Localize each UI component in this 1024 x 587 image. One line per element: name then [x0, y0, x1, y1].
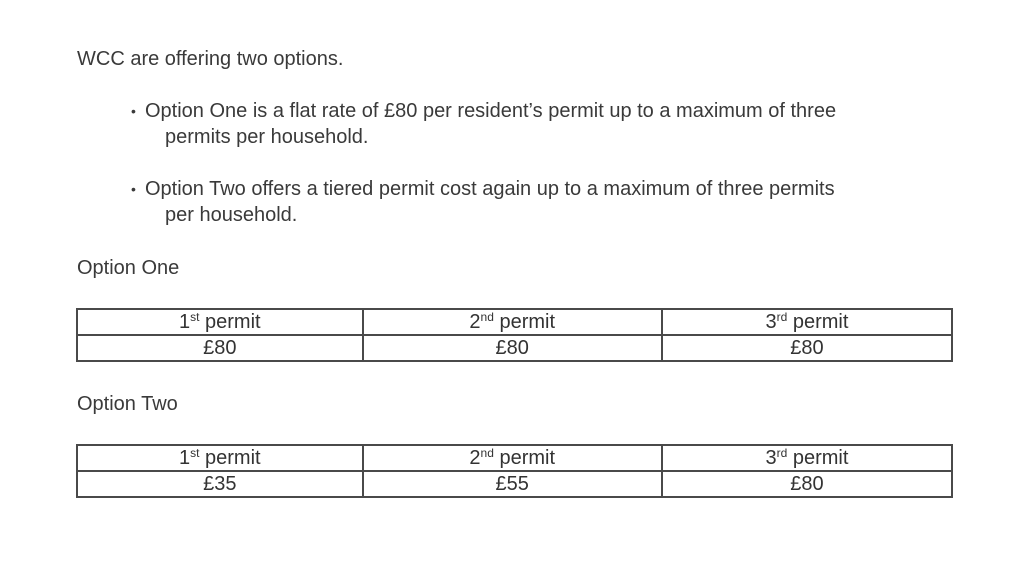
table-header-cell: [363, 309, 662, 335]
ordinal-number: 1: [178, 311, 191, 333]
price-cell: £35: [77, 471, 363, 497]
option-one-heading: Option One: [77, 257, 180, 279]
ordinal-suffix: st: [190, 446, 200, 460]
ordinal-number: 3: [765, 311, 777, 333]
intro-text: WCC are offering two options.: [77, 48, 344, 70]
table-header-cell: [662, 309, 952, 335]
bullet-line: Option Two offers a tiered permit cost again up to a maximum of three permits: [145, 178, 835, 200]
permit-label: permit: [205, 311, 261, 333]
bullet-line: permits per household.: [165, 126, 369, 148]
table-row: [77, 471, 952, 497]
option-two-table: [76, 444, 953, 498]
bullet-icon: •: [131, 181, 136, 197]
option-two-heading: Option Two: [77, 393, 178, 415]
table-header-cell: [77, 309, 363, 335]
price-cell: £80: [363, 335, 662, 361]
permit-label: permit: [792, 311, 849, 333]
price-cell: £80: [77, 335, 363, 361]
table-header-cell: [363, 445, 662, 471]
bullet-line: Option One is a flat rate of £80 per resident’s permit up to a maximum of three: [145, 100, 837, 122]
bullet-icon: •: [131, 103, 136, 119]
list-item: [131, 98, 951, 150]
ordinal-number: 2: [469, 447, 481, 469]
options-list: [131, 98, 951, 254]
permit-label: permit: [499, 447, 556, 469]
ordinal-suffix: rd: [776, 446, 788, 460]
ordinal-suffix: st: [190, 310, 200, 324]
price-cell: £80: [662, 471, 952, 497]
permit-label: permit: [499, 311, 556, 333]
list-item: [131, 176, 951, 228]
ordinal-suffix: rd: [776, 310, 788, 324]
ordinal-suffix: nd: [480, 446, 494, 460]
ordinal-number: 1: [178, 447, 191, 469]
table-row: [77, 335, 952, 361]
price-cell: £80: [662, 335, 952, 361]
permit-label: permit: [792, 447, 849, 469]
table-row: [77, 309, 952, 335]
permit-label: permit: [205, 447, 261, 469]
option-one-table: [76, 308, 953, 362]
table-header-cell: [662, 445, 952, 471]
ordinal-suffix: nd: [480, 310, 494, 324]
bullet-text: [145, 176, 951, 228]
bullet-text: [145, 98, 951, 150]
ordinal-number: 2: [469, 311, 481, 333]
bullet-line: per household.: [165, 204, 298, 226]
table-row: [77, 445, 952, 471]
price-cell: £55: [363, 471, 662, 497]
ordinal-number: 3: [765, 447, 777, 469]
table-header-cell: [77, 445, 363, 471]
